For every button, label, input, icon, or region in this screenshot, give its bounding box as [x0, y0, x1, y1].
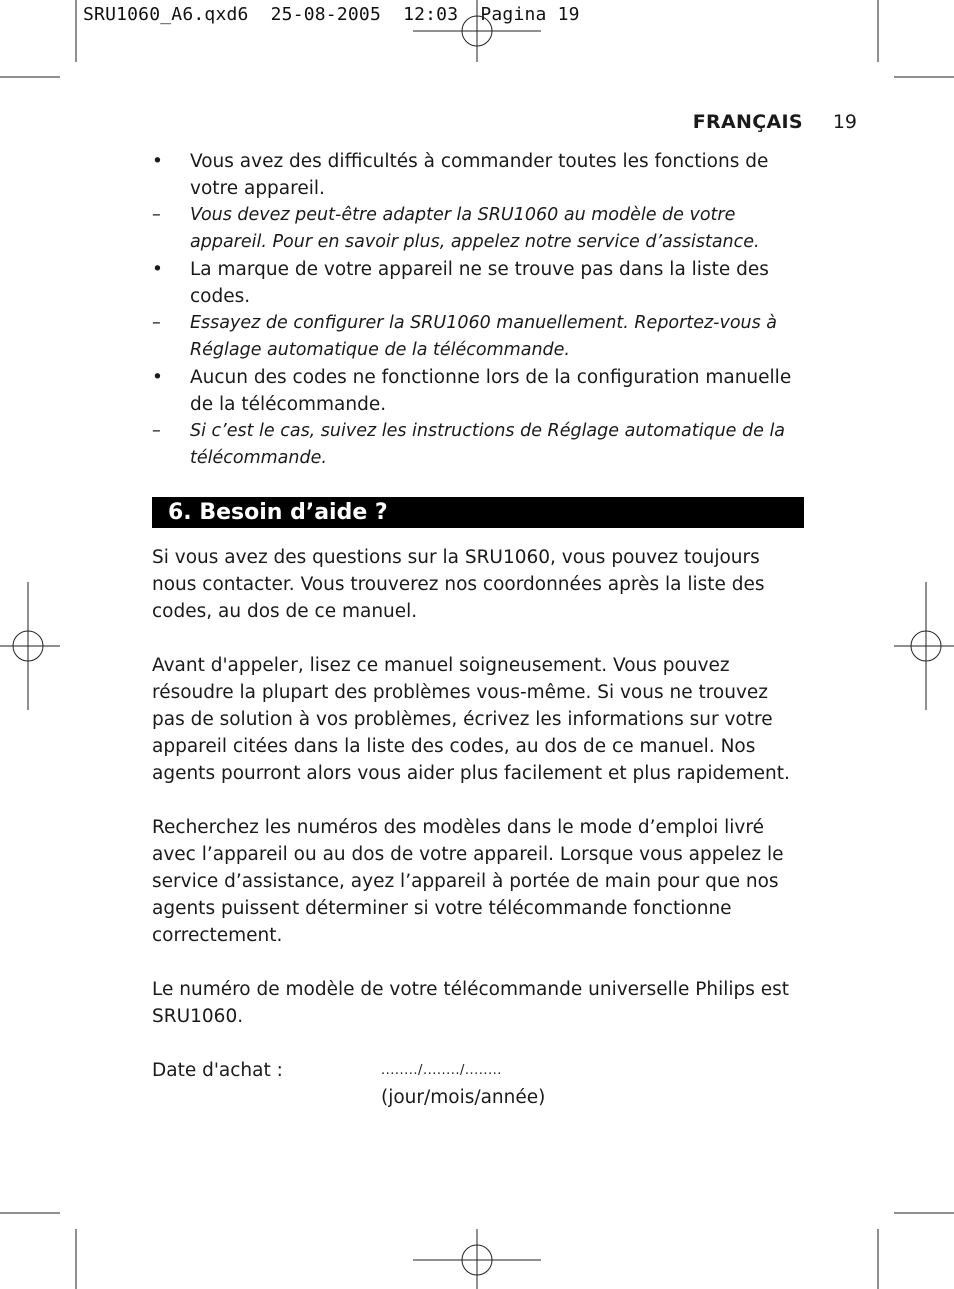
print-slug: SRU1060_A6.qxd6 25-08-2005 12:03 Pagina 19	[83, 4, 580, 25]
dash-marker: –	[152, 313, 161, 333]
language-label: FRANÇAIS	[692, 111, 803, 133]
body-paragraph: Avant d'appeler, lisez ce manuel soigneusement. Vous pouvez résoudre la plupart des problèmes vous-même. Si vous ne trouvez pas de solution à vos problèmes, écrivez les informations sur votre appareil citées dans la liste des codes, au dos de ce manuel. Nos agents pourront alors vous aider plus facilement et plus rapidement.	[152, 655, 790, 784]
purchase-date-row	[152, 1057, 804, 1111]
dash-marker: –	[152, 205, 161, 225]
problem-item	[152, 364, 804, 418]
section-heading: 6. Besoin d’aide ?	[152, 497, 804, 528]
bullet-marker: •	[152, 259, 163, 280]
solution-text: Essayez de configurer la SRU1060 manuellement. Reportez-vous à Réglage automatique de la télécommande.	[190, 313, 778, 360]
registration-mark-top	[413, 0, 541, 62]
problem-item	[152, 148, 804, 202]
registration-mark-bottom	[413, 1229, 541, 1289]
body-paragraph: Le numéro de modèle de votre télécommande universelle Philips est SRU1060.	[152, 979, 790, 1027]
problem-text: La marque de votre appareil ne se trouve pas dans la liste des codes.	[190, 259, 769, 307]
body-paragraph: Recherchez les numéros des modèles dans le mode d’emploi livré avec l’appareil ou au dos de votre appareil. Lorsque vous appelez le service d’assistance, ayez l’appareil à portée de main pour que nos agents puissent déterminer si votre télécommande fonctionne correctement.	[152, 817, 784, 946]
troubleshooting-list	[152, 148, 804, 472]
purchase-date-fields	[381, 1057, 545, 1111]
registration-mark-right	[894, 582, 954, 710]
purchase-date-format: (jour/mois/année)	[381, 1087, 546, 1108]
solution-item	[152, 202, 804, 256]
problem-text: Aucun des codes ne fonctionne lors de la configuration manuelle de la télécommande.	[190, 367, 792, 415]
dash-marker: –	[152, 421, 161, 441]
page-content	[152, 148, 804, 1111]
solution-item	[152, 418, 804, 472]
registration-mark-left	[0, 582, 60, 710]
bullet-marker: •	[152, 367, 163, 388]
bullet-marker: •	[152, 151, 163, 172]
solution-text: Si c’est le cas, suivez les instructions de Réglage automatique de la télécommande.	[190, 421, 786, 468]
body-paragraph: Si vous avez des questions sur la SRU1060, vous pouvez toujours nous contacter. Vous trouverez nos coordonnées après la liste des codes, au dos de ce manuel.	[152, 547, 765, 622]
page-header	[693, 111, 857, 133]
purchase-date-label: Date d'achat :	[152, 1060, 283, 1081]
solution-item	[152, 310, 804, 364]
solution-text: Vous devez peut-être adapter la SRU1060 au modèle de votre appareil. Pour en savoir plus, appelez notre service d’assistance.	[190, 205, 760, 252]
purchase-date-blank: ......../......../........	[381, 1063, 502, 1078]
problem-item	[152, 256, 804, 310]
problem-text: Vous avez des difficultés à commander toutes les fonctions de votre appareil.	[190, 151, 769, 199]
page-number: 19	[832, 111, 857, 133]
